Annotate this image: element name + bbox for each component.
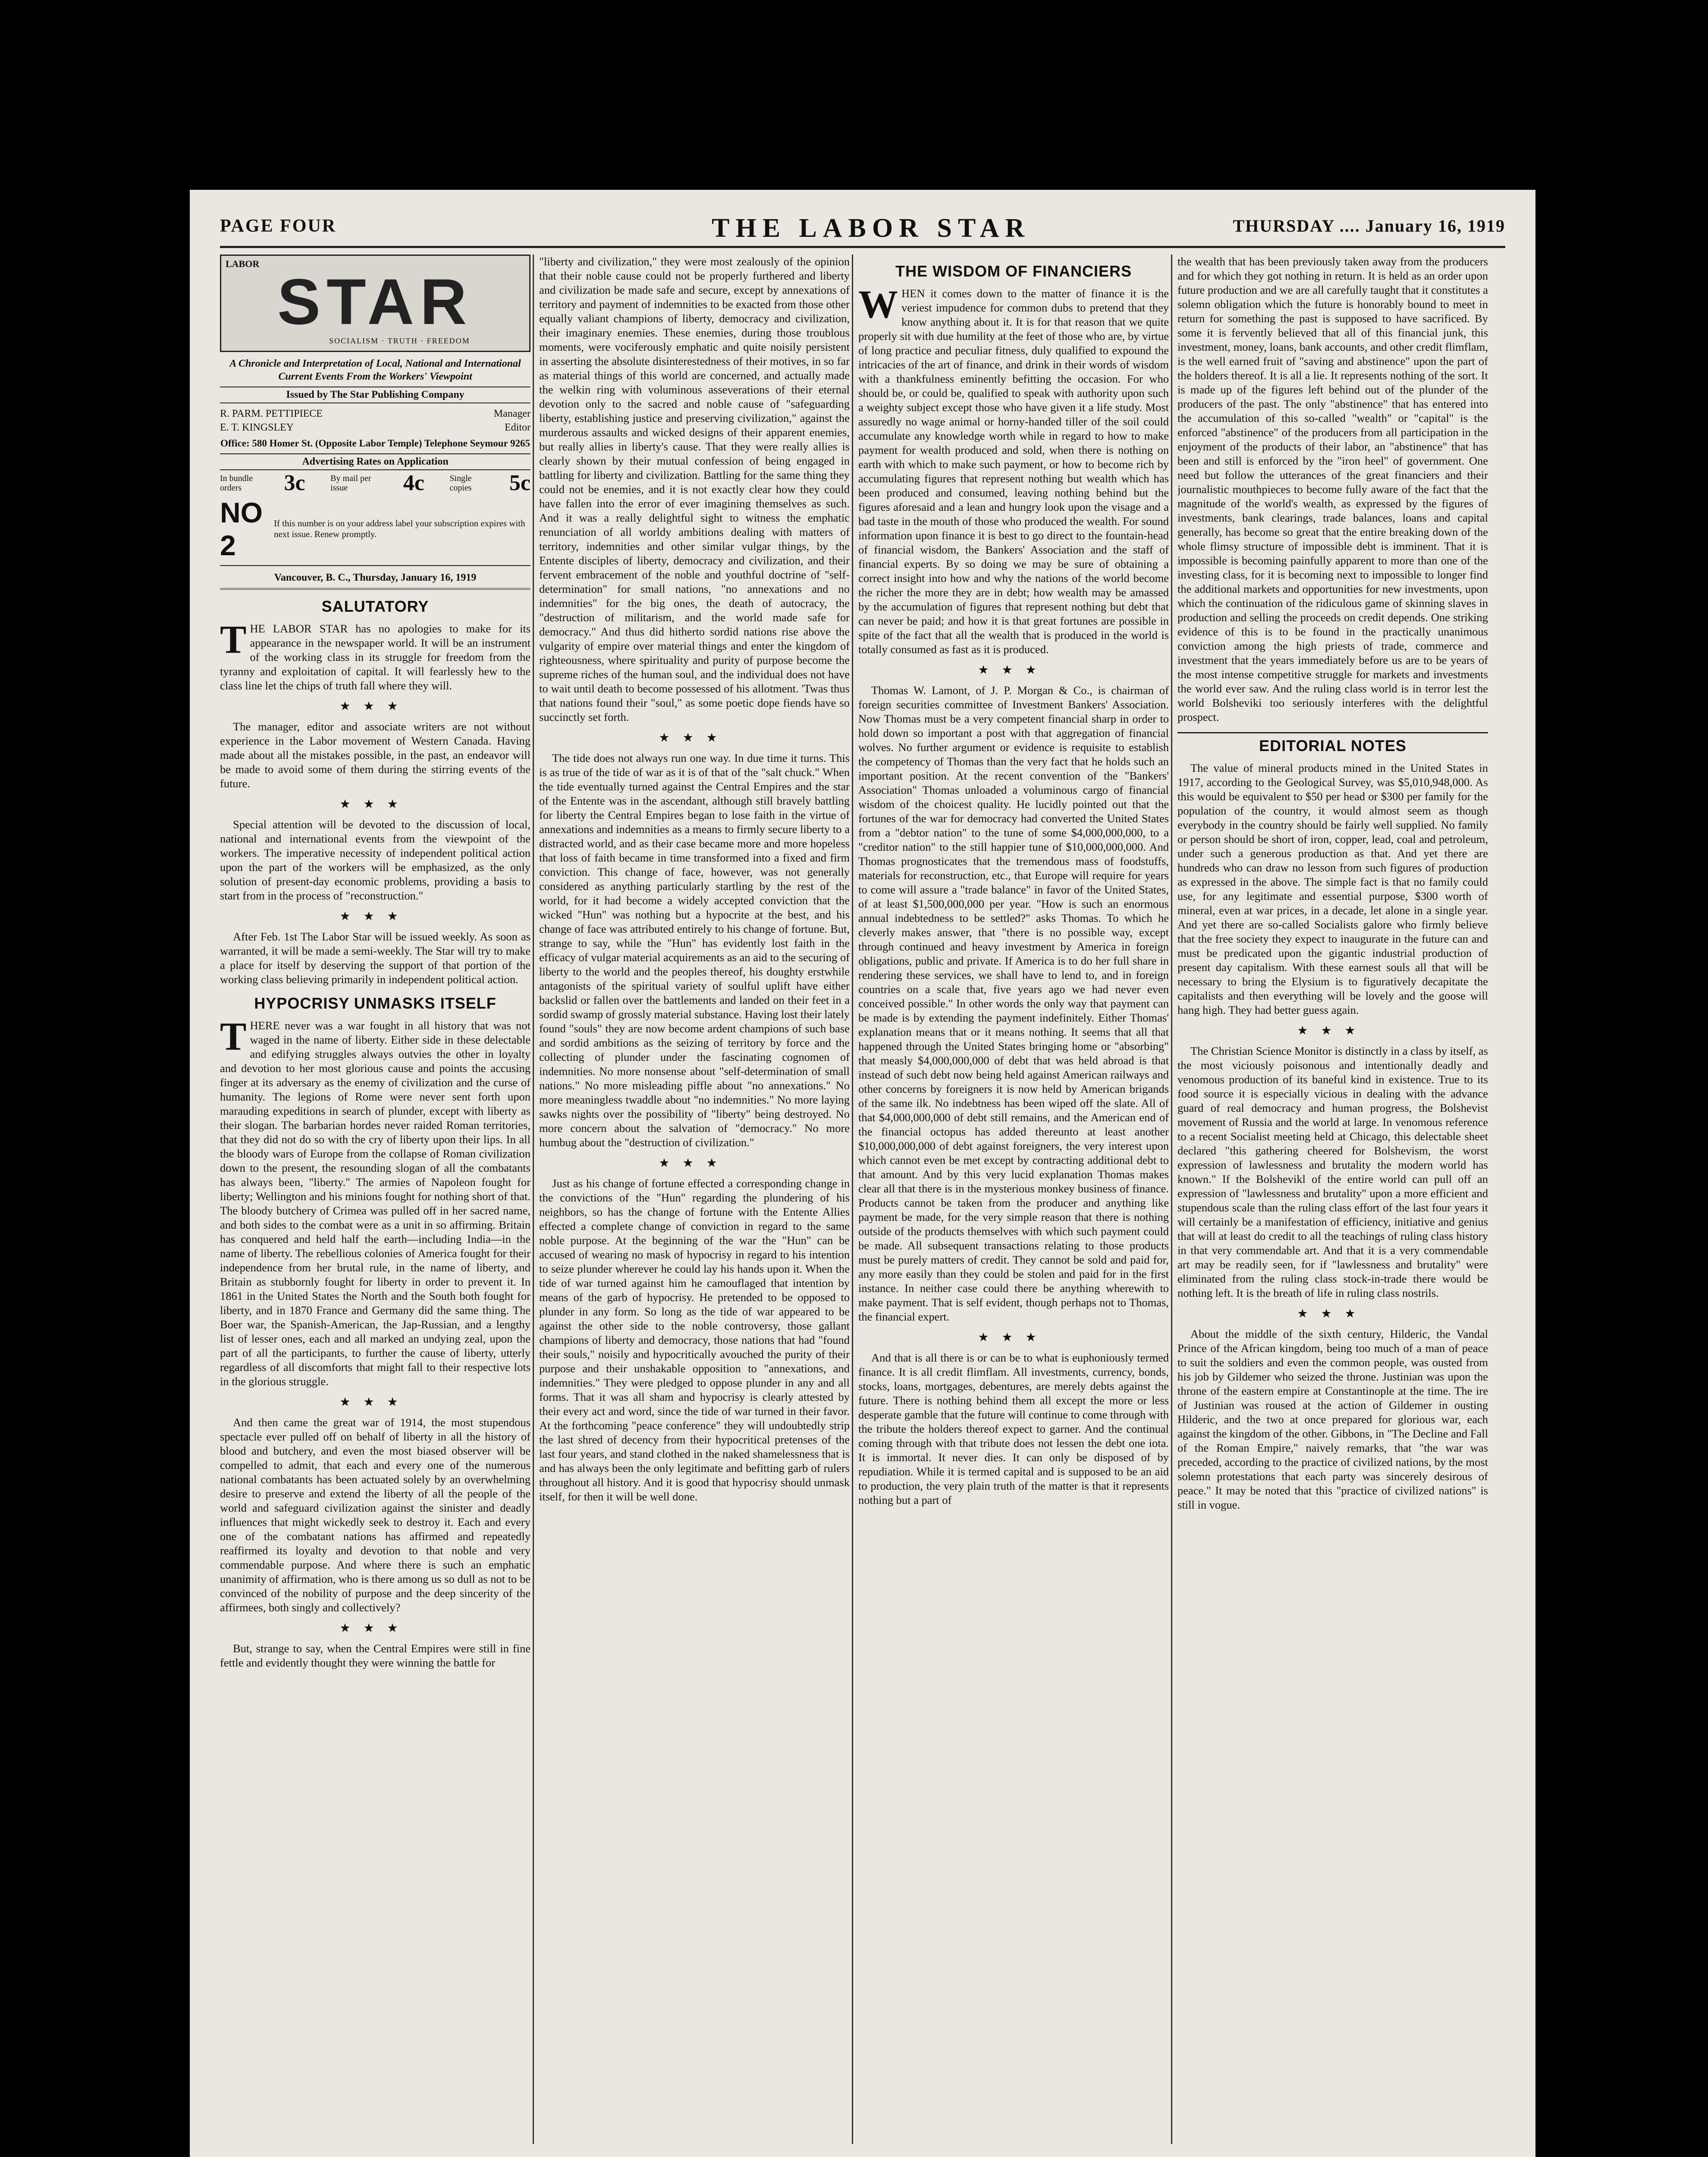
article-paragraph: The value of mineral products mined in the United States in 1917, according to the Geological Survey, was $5,010,948,000. As this would be equivalent to $50 per head or $300 per family for the population of the country, it would almost seem as though everybody in the country should be fairly well supplied. No family or person should be short of iron, copper, lead, coal and petroleum, under such a generous production as that. And yet there are hundreds who can draw no lesson from such figures of production as expressed in the above. The simple fact is that no family could use, for any legitimate and essential purpose, $300 worth of mineral, even at war prices, in a decade, let alone in a single year. And yet there are so-called Socialists galore who firmly believe that the free society they expect to inaugurate in the future can and must be predicated upon the gigantic industrial production of present day capitalism. With these earnest souls all that will be necessary to bring the Elysium is to figuratively decapitate the capitalists and then everything will be lovely and the goose will hang high. They had better guess again. [1177,761,1488,1016]
article-paragraph: The tide does not always run one way. In due time it turns. This is as true of the tide of war as it is of that of the "salt chuck." When the tide eventually turned against the Central Empires and the star of the Entente was in the ascendant, although still bravely battling for liberty the Central Empires began to lose faith in the virtue of annexations and indemnities as a means to firmly secure liberty to a distracted world, and as their case became more and more hopeless that loss of faith became in time transformed into a fixed and firm conviction. This change of face, however, was not generally considered as anything particularly startling by the rest of the world, for it had become a widely accepted conviction that the wicked "Hun" was nothing but a hypocrite at the best, and his change of face was attributed entirely to his change of fortune. But, strange to say, while the "Hun" has evidently lost faith in the efficacy of vulgar material acquirements as an aid to the securing of liberty to the world and the peoples thereof, his doughty erstwhile antagonists of the spiritual variety of soulful uplift have either backslid or fallen over the battlements and landed on their feet in a sordid swamp of grossly material substance. Having lost their lately found "souls" they are now become ardent champions of such base and sordid ambitions as the seizing of territory by force and the collecting of plunder under the fascinating cognomen of indemnities. No more nonsense about "self-determination of small nations." No more misleading piffle about "no annexations." No more meaningless twaddle about "no indemnities." No more laying sawks nights over the possibility of "liberty" being destroyed. No more concern about the salvation of "democracy." No more humbug about the "destruction of civilization." [539,751,850,1149]
article-paragraph: And then came the great war of 1914, the most stupendous spectacle ever pulled off on behalf of liberty in all the history of blood and butchery, and even the most biased observer will be compelled to admit, that each and every one of the numerous national combatants has been actuated solely by an overwhelming desire to preserve and extend the liberty of all the people of the world and safeguard civilization against the sinister and deadly influences that might wickedly seek to destroy it. Each and every one of the combatant nations has affirmed and repeatedly reaffirmed its loyalty and devotion to that noble and very commendable purpose. And where there is such an emphatic unanimity of affirmation, who is there among us so dull as not to be convinced of the nobility of purpose and the deep sincerity of the affirmees, both singly and collectively? [220,1416,531,1614]
article-paragraph: Thomas W. Lamont, of J. P. Morgan & Co., is chairman of foreign securities committee of Investment Bankers' Association. Now Thomas must be a very competent financial sharp in order to hold down so important a post with that aggregation of financial wolves. No further argument or evidence is requisite to establish the competency of Thomas than the very fact that he holds such an important position. At the recent convention of the "Bankers' Association" Thomas unloaded a voluminous cargo of financial wisdom of the choicest quality. He lucidly pointed out that the fortunes of the war for democracy had converted the United States from a "debtor nation" to the tune of some $4,000,000,000, to a "creditor nation" to the still happier tune of $10,000,000,000. And Thomas prognosticates that the tremendous mass of foodstuffs, materials for reconstruction, etc., that Europe will require for years to come will assure a "trade balance" in favor of the United States, of at least $1,500,000,000 per year. "How is such an enormous annual indebtedness to be settled?" asks Thomas. To which he cleverly makes answer, that "there is no possible way, except through continued and heavy investment by America in foreign obligations, public and private. If America is to do her full share in rendering these services, we shall have to lend to, and in foreign countries on a scale that, five years ago we had never even conceived possible." In other words the only way that payment can be made is by extending the payment indefinitely. Either Thomas' explanation means that or it means nothing. It seems that all that happened through the United States bringing home or "absorbing" that measly $4,000,000,000 of debt that was held abroad is that instead of such debt now being held against American railways and other concerns by foreigners it is now held by American brigands of the same ilk. No indebtness has been wiped off the slate. All of that $4,000,000,000 of debt still remains, and the American end of the financial octopus has added thereunto at least another $10,000,000,000 of debt against foreigners, the very interest upon which cannot even be met except by contracting additional debt to that amount. And by this very lucid explanation Thomas makes clear all that there is in the mysterious monkey business of finance. Products cannot be taken from the producer and anything like payment be made, for the very simple reason that there is nothing outside of the products themselves with which such payment could be made. All subsequent transactions relating to those products must be purely matters of credit. They cannot be sold and paid for, any more easily than they could be stolen and paid for in the first instance. In neither case could there be anything wherewith to make payment. That is self evident, though perhaps not to Thomas, the financial expert. [858,684,1169,1323]
separator-stars: ★★★ [978,663,1049,677]
separator-stars: ★★★ [659,1157,730,1170]
star-logo: STAR [277,265,473,338]
column-divider [533,255,534,2144]
separator-stars: ★★★ [339,910,411,923]
separator-stars: ★★★ [339,1622,411,1635]
separator-stars: ★★★ [978,1331,1049,1344]
separator-stars: ★★★ [339,1396,411,1409]
header-rule [220,246,1505,248]
column-divider [1171,255,1172,2144]
publisher: Issued by The Star Publishing Company [220,387,531,403]
article-paragraph: Just as his change of fortune effected a corresponding change in the convictions of the "Hun" regarding the plundering of his neighbors, so has the change of fortune with the Entente Allies effected a complete change of conviction in regard to the same noble purpose. At the beginning of the war the "Hun" can be accused of wearing no mask of hypocrisy in regard to his intention to seize plunder wherever he could lay his hands upon it. When the tide of war turned against him he camouflaged that intention by means of the garb of hypocrisy. He pretended to be opposed to plunder in any form. So long as the tide of war appeared to be against the other side to the noble controversy, those gallant champions of liberty and democracy, those nations that had "found their souls," noisily and hypocritically avouched the purity of their purpose and their unshakable opposition to "annexations, and indemnities." They were pledged to oppose plunder in any and all forms. That it was all sham and hypocrisy is clearly attested by their every act and word, since the tide of war turned in their favor. At the forthcoming "peace conference" they will undoubtedly strip the last shred of decency from their hypocritical pretenses of the last four years, and stand clothed in the naked shamelessness that is and has always been the only legitimate and befitting garb of rulers throughout all history. And it is good that hypocrisy should unmask itself, for then it will be well done. [539,1177,850,1503]
article-paragraph: About the middle of the sixth century, Hilderic, the Vandal Prince of the African kingdom, being too much of a man of peace to suit the soldiers and even the common people, was ousted from his job by Gildemer who seized the throne. Justinian was upon the throne of the eastern empire at Constantinople at the time. The ire of Justinian was roused at the action of Gildemer in ousting Hilderic, and the two at once prepared for glorious war, each against the kingdom of the other. Gibbons, in "The Decline and Fall of the Roman Empire," naively remarks, that "the war was preceded, according to the practice of civilized nations, by the most solemn protestations that each party was sincerely desirous of peace." It may be noted that this "practice of civilized nations" is still in vogue. [1177,1327,1488,1511]
office-address: Office: 580 Homer St. (Opposite Labor Temple) Telephone Seymour 9265 [220,438,531,449]
article-paragraph: Special attention will be devoted to the discussion of local, national and international events from the viewpoint of the workers. The imperative necessity of independent political action upon the part of the workers will be emphasized, as the only solution of present-day economic problems, providing a basis to start from in the process of "reconstruction." [220,818,531,902]
staff-role: Manager [493,408,531,419]
bundle-price: 3c [284,471,305,495]
newspaper-page [190,190,1535,2157]
article-paragraph: The Christian Science Monitor is distinctly in a class by itself, as the most viciously poisonous and intentionally deadly and venomous production of its baneful kind in existence. True to its food source it is especially vicious in dealing with the advance guard of real democracy and human progress, the Bolshevist movement of Russia and the world at large. In venomous reference to a recent Socialist meeting held at Chicago, this delectable sheet declared "this gathering cheered for Bolshevism, the worst expression of lawlessness and brutality the modern world has known." If the Bolshevikl of the entire world can pull off an expression of "lawlessness and brutality" upon a more efficient and stupendous scale than the ruling class effort of the last four years it will certainly be a manifestation of efficiency, initiative and genius that will at least do credit to all the teachings of ruling class history in that very commendable art. And that it is a very commendable art may be readily seen, for if "lawlessness and brutality" were eliminated from the ruling class stock-in-trade there would be nothing left. It is the breath of life in ruling class nostrils. [1177,1044,1488,1299]
page-header [220,216,1505,246]
single-price: 5c [509,471,531,495]
masthead-logo [220,255,531,352]
page-number: PAGE FOUR [220,216,337,236]
issue-number-box [220,496,531,566]
logo-motto: SOCIALISM · TRUTH · FREEDOM [329,336,470,345]
mail-price: 4c [403,471,424,495]
column-3 [858,255,1169,2144]
separator-stars: ★★★ [1297,1024,1369,1038]
mail-label: By mail per issue [330,474,371,493]
staff-role: Editor [505,422,531,433]
staff-name: E. T. KINGSLEY [220,422,294,433]
column-divider [852,255,853,2144]
headline-salutatory: SALUTATORY [321,597,429,615]
issue-number: NO 2 [220,497,263,561]
staff-row [220,421,531,434]
place-date: Vancouver, B. C., Thursday, January 16, 1919 [220,569,531,590]
separator-stars: ★★★ [339,798,411,811]
article-paragraph: After Feb. 1st The Labor Star will be issued weekly. As soon as warranted, it will be made a semi-weekly. The Star will try to make a place for itself by deserving the support of that portion of the working class believing primarily in independent political action. [220,930,531,986]
article-paragraph: The manager, editor and associate writers are not without experience in the Labor movement of Western Canada. Having made about all the mistakes possible, in the past, an endeavor will be made to avoid some of them during the stirring events of the future. [220,720,531,790]
advertising-note: Advertising Rates on Application [220,453,531,470]
article-paragraph: And that is all there is or can be to what is euphoniously termed finance. It is all credit flimflam. All investments, currency, bonds, stocks, loans, mortgages, debentures, are merely debts against the future. There is nothing behind them all except the more or less desperate gamble that the future will continue to come through with the tribute the holders thereof expect to garner. And the continual coming through with that tribute does not lessen the debt one iota. It is immortal. It never dies. It can only be disposed of by repudiation. While it is termed capital and is supposed to be an aid to production, the very plain truth of the matter is that it represents nothing but a part of [858,1351,1169,1506]
article-paragraph: But, strange to say, when the Central Empires were still in fine fettle and evidently thought they were winning the battle for [220,1642,531,1669]
logo-small-text: LABOR [226,258,260,269]
headline-hypocrisy: HYPOCRISY UNMASKS ITSELF [254,994,496,1012]
tagline: A Chronicle and Interpretation of Local, National and International Current Events From the Workers' Viewpoint [229,358,521,382]
article-paragraph: WHEN it comes down to the matter of finance it is the veriest impudence for common dubs to pretend that they know anything about it. It is for that reason that we quite properly sit with due humility at the feet of those who are, by virtue of long practice and peculiar fitness, duly qualified to expound the intricacies of the art of finance, and drink in their words of wisdom with a thankfulness eminently befitting the occasion. For who should be, or could be, qualified to speak with authority upon such a weighty subject except those who have given it a life study. Most assuredly no wage animal or horny-handed tiller of the soil could accumulate any knowledge worth while in regard to how to make payment for wealth produced and sold, when there is nothing on earth with which to make such payment, or how to become rich by accumulating figures that represent nothing but wealth which has been produced and consumed, leaving nothing behind but the figures aforesaid and a lean and hungry look upon the visage and a bad taste in the mouth of those who produced the wealth. For sound information upon finance it is best to go direct to the fountain-head of financial wisdom, the Bankers' Association and the staff of financial experts. By so doing we may be sure of obtaining a correct insight into how and why the nations of the world become the richer the more they are in debt; how wealth may be amassed by the accumulation of figures that represent nothing but debt that can never be paid; and how it is that great fortunes are possible in spite of the fact that all the wealth that is produced in the world is totally consumed as fast as it is produced. [858,282,1169,656]
rates-box [220,471,531,495]
column-2 [539,255,850,2144]
separator-stars: ★★★ [1297,1307,1369,1321]
staff-name: R. PARM. PETTIPIECE [220,408,323,419]
headline-editorial: EDITORIAL NOTES [1177,732,1488,755]
column-4 [1177,255,1488,2144]
separator-stars: ★★★ [659,731,730,745]
issue-date: THURSDAY .... January 16, 1919 [1233,216,1505,236]
column-1 [220,255,531,2144]
staff-list [220,407,531,434]
issue-note: If this number is on your address label your subscription expires with next issue. Renew promptly. [273,518,525,539]
bundle-label: In bundle orders [220,474,253,493]
article-paragraph: "liberty and civilization," they were most zealously of the opinion that their noble cause could not be properly furthered and liberty and civilization be made safe and secure, except by annexations of territory and payment of indemnities to be exacted from those other equally valiant champions of liberty, democracy and civilization, their imaginary enemies. These enemies, during those troublous moments, were vociferously emphatic and quite noisily persistent in asserting the absolute disinterestedness of their motives, in so far as material things of this world are concerned, and actually made the welkin ring with voluminous asseverations of their eternal devotion only to the sacred and noble cause of "safeguarding liberty, establishing justice and preserving civilization," against the murderous assaults and wicked designs of their apparent enemies, but really allies in liberty's cause. That they were really allies is clearly shown by their mutual confession of being engaged in battling for liberty and civilization. Battling for the same thing they could not be enemies, and it is not exactly clear how they could have fallen into the error of ever imagining themselves as such. And it was a really delightful sight to witness the emphatic renunciation of all worldy ambitions dealing with matters of territory, indemnities and other similar vulgar things, by the Entente disciples of liberty, democracy and civilization, and their fervent embracement of the noble and youthful doctrine of "self-determination" for small nations, "no annexations and no indemnities" for the big ones, the death of autocracy, the "destruction of militarism, and the world made safe for democracy." And thus did hitherto sordid nations rise above the vulgarity of empire over material things and enter the kingdom of righteousness, where spirituality and purity of purpose become the supreme riches of the human soul, and the individual does not have to wait until death to become possessed of his allotment. 'Twas thus that nations found their "soul," as some poetic dope fiends have so succinctly set forth. [539,255,850,723]
article-paragraph: the wealth that has been previously taken away from the producers and for which they got nothing in return. It is held as an order upon future production and we are all carefully taught that it constitutes a solemn obligation which the future is honorably bound to meet in return for something the past is supposed to have sacrificed. By some it is fervently believed that all of this financial junk, this investment, money, loans, bank accounts, and other credit flimflam, is the well earned fruit of "saving and abstinence" upon the part of the holders thereof. It is all a lie. It represents nothing of the sort. It is made up of the figures left behind out of the plunder of the producers of the past. The only "abstinence" that has entered into the accumulation of this so-called "wealth" or "capital" is the enforced "abstinence" of the producers from all participation in the enjoyment of the products of their labor, an "abstinence" that has been and still is enforced by the "iron heel" of government. One need but follow the utterances of the great financiers and their journalistic mouthpieces to become fully aware of the fact that the magnitude of the world's wealth, as expressed by the figures of investments, bank clearings, trade balances, loans and capital generally, has become so great that the entire breaking down of the whole flimsy structure of impossible debt is imminent. That it is impossible is becoming painfully apparent to more than one of the investing class, for it is becoming next to impossible to longer find the additional markets and opportunities for new investments, upon which the continuation of the ridiculous game of skinning slaves in production and selling the proceeds on credit depends. One striking evidence of this is to be found in the practically unanimous conviction among the high priests of trade, commerce and investment that the years immediately before us are to be years of the most intense competitive struggle for markets and investments the world ever saw. And the ruling class world is in terror lest the world Bolsheviki too seriously interferes with the delightful prospect. [1177,255,1488,723]
staff-row [220,407,531,421]
single-label: Single copies [449,474,472,493]
paper-name: THE LABOR STAR [712,214,1031,243]
article-paragraph: THE LABOR STAR has no apologies to make for its appearance in the newspaper world. It will be an instrument of the working class in its struggle for freedom from the tyranny and exploitation of capital. It will fearlessly hew to the class line let the chips of truth fall where they will. [220,617,531,692]
article-paragraph: THERE never was a war fought in all history that was not waged in the name of liberty. Either side in these delectable and edifying struggles always outvies the other in loyalty and devotion to her most glorious cause and points the accusing finger at its adversary as the enemy of civilization and the curse of humanity. The legions of Rome were never sent forth upon marauding expeditions in search of plunder, except with liberty as their slogan. The barbarian hordes never raided Roman territories, that they did not do so with the cry of liberty upon their lips. In all the bloody wars of Europe from the collapse of Roman civilization down to the present, the resounding slogan of all the combatants has always been, "liberty." The armies of Napoleon fought for liberty; Wellington and his minions fought for nothing short of that. The bloody butchery of Crimea was pulled off in her sacred name, and both sides to the combat were as a unit in so affirming. Britain has conquered and held half the earth—including India—in the name of liberty. The rebellious colonies of America fought for their independence from her brutal rule, in the name of liberty, and Britain as stubbornly fought for liberty in order to prevent it. In 1861 in the United States the North and the South both fought for liberty, and in 1870 France and Germany did the same thing. The Boer war, the Spanish-American, the Jap-Russian, and a lengthy list of lesser ones, each and all marked an undying zeal, upon the part of all the participants, to further the cause of liberty, utterly regardless of all discomforts that might fall to their respective lots in the glorious struggle. [220,1014,531,1388]
separator-stars: ★★★ [339,700,411,713]
headline-wisdom: THE WISDOM OF FINANCIERS [895,262,1132,280]
